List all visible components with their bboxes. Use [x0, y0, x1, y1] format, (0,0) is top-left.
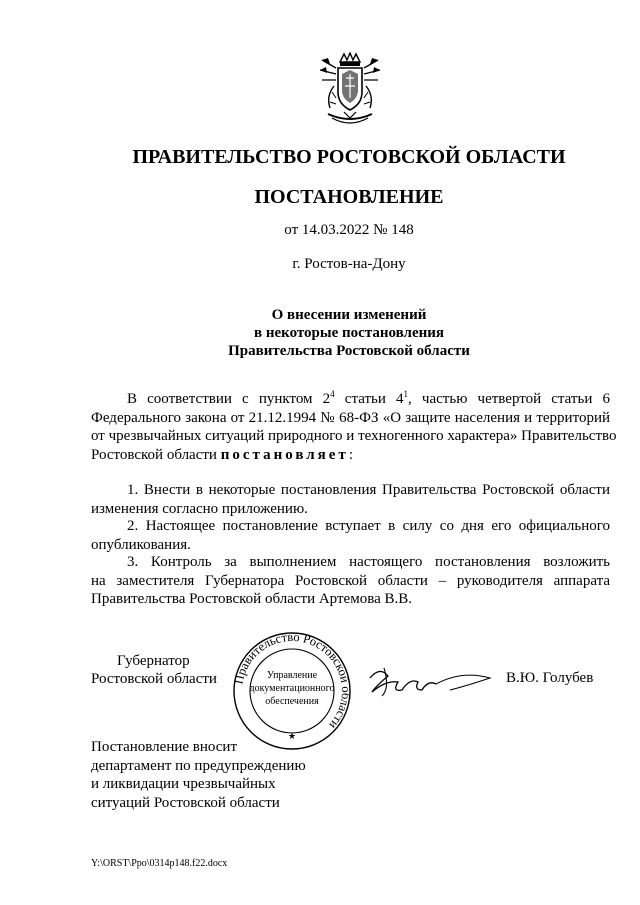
- item-line: 3. Контроль за выполнением настоящего постановления возложить: [127, 554, 610, 570]
- superscript: 1: [403, 389, 409, 399]
- subject-line: О внесении изменений: [271, 307, 427, 323]
- signer-position: [91, 652, 217, 688]
- preamble-line: от чрезвычайных ситуаций природного и техногенного характера» Правительство: [91, 428, 617, 444]
- document-date-number: от 14.03.2022 № 148: [284, 222, 414, 238]
- signer-position-line: Ростовской области: [91, 671, 217, 687]
- preamble-text: :: [348, 446, 353, 463]
- department-note: [91, 738, 306, 812]
- item-line: 2. Настоящее постановление вступает в силу со дня его официального: [127, 518, 610, 534]
- item-line: на заместителя Губернатора Ростовской области – руководителя аппарата: [91, 572, 610, 589]
- preamble-text: , частью четвертой статьи 6: [408, 391, 610, 407]
- list-item: [91, 517, 610, 554]
- coat-of-arms-icon: [318, 52, 382, 130]
- department-note-line: Постановление вносит: [91, 739, 238, 755]
- star-icon: ★: [287, 731, 297, 741]
- document-city: г. Ростов-на-Дону: [292, 256, 406, 272]
- list-item: [91, 481, 610, 518]
- item-line: 1. Внести в некоторые постановления Правительства Ростовской области: [127, 482, 610, 498]
- list-item: [91, 553, 610, 609]
- stamp-inner-text: обеспечения: [265, 696, 319, 707]
- subject-line: Правительства Ростовской области: [228, 343, 470, 359]
- department-note-line: и ликвидации чрезвычайных: [91, 776, 276, 792]
- preamble-text: В соответствии с пунктом 2: [127, 391, 331, 407]
- department-note-line: департамент по предупреждению: [91, 757, 306, 774]
- official-stamp: [228, 630, 356, 752]
- preamble-text: Ростовской области: [91, 446, 221, 463]
- subject-line: в некоторые постановления: [253, 325, 445, 341]
- superscript: 4: [330, 389, 335, 399]
- item-line: изменения согласно приложению.: [91, 500, 308, 517]
- item-line: Правительства Ростовской области Артемова В.В.: [91, 591, 412, 607]
- stamp-inner-text: документационного: [249, 683, 335, 694]
- preamble-line: [91, 390, 610, 409]
- preamble-line: Федерального закона от 21.12.1994 № 68-ФЗ «О защите населения и территорий: [91, 409, 610, 426]
- government-title: ПРАВИТЕЛЬСТВО РОСТОВСКОЙ ОБЛАСТИ: [132, 146, 566, 168]
- resolves-word: постановляет: [220, 446, 349, 463]
- document-type: ПОСТАНОВЛЕНИЕ: [254, 186, 444, 208]
- department-note-line: ситуаций Ростовской области: [91, 794, 280, 811]
- stamp-outer-text: Правительство Ростовской области: [231, 630, 354, 732]
- preamble-paragraph: [91, 389, 617, 464]
- document-subject: [0, 306, 640, 360]
- stamp-inner-text: Управление: [266, 670, 318, 681]
- file-path: Y:\ORST\Ppo\0314p148.f22.docx: [91, 858, 228, 869]
- preamble-text: статьи 4: [334, 391, 404, 407]
- preamble-line: [91, 446, 610, 465]
- handwritten-signature-icon: [366, 660, 494, 700]
- signer-name: В.Ю. Голубев: [506, 670, 594, 686]
- signer-position-line: Губернатор: [117, 653, 190, 669]
- item-line: опубликования.: [91, 536, 191, 553]
